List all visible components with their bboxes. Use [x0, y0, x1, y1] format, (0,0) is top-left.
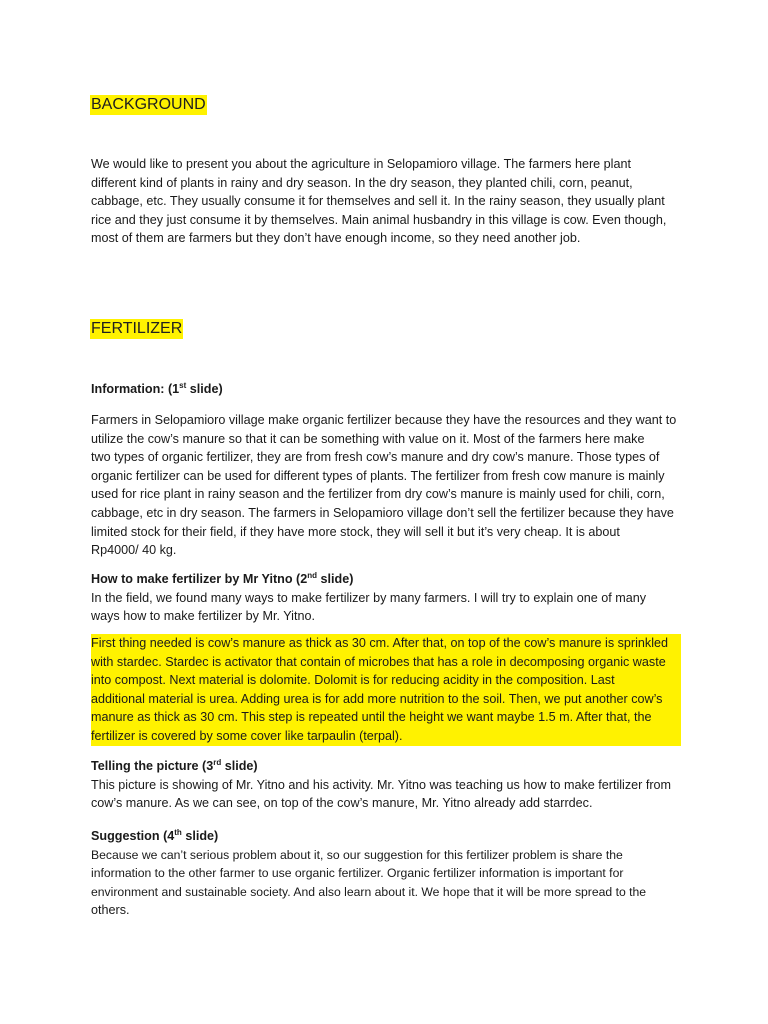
- how-to-section: [91, 570, 681, 626]
- text-line: rice and they just consume it by themselves. Main animal husbandry in this village is cow. Even though,: [91, 212, 667, 227]
- text-line: utilize the cow’s manure so that it can be something with value on it. Most of the farmers here make: [91, 431, 645, 446]
- telling-subheading: Telling the picture (3rd slide): [91, 757, 258, 773]
- highlight-line: fertilizer is covered by some cover like tarpaulin (terpal).: [91, 727, 681, 746]
- telling-section: [91, 757, 681, 813]
- text-line: used for rice plant in rainy season and the fertilizer from dry cow’s manure is mainly used for chili, corn,: [91, 487, 665, 502]
- text-line: We would like to present you about the agriculture in Selopamioro village. The farmers here plant: [91, 157, 631, 171]
- how-to-subheading: How to make fertilizer by Mr Yitno (2nd slide): [91, 570, 354, 586]
- text-line: Farmers in Selopamioro village make organic fertilizer because they have the resources and they want to: [91, 413, 677, 427]
- text-line: information to the other farmer to use organic fertilizer. Organic fertilizer information is important for: [91, 866, 624, 881]
- text-line: cow’s manure. As we can see, on top of the cow’s manure, Mr. Yitno already add starrdec.: [91, 796, 593, 811]
- highlight-line: manure as thick as 30 cm. This step is repeated until the height we want maybe 1.5 m. After that, the: [91, 708, 681, 727]
- text-line: environment and sustainable society. And also learn about it. We hope that it will be more spread to the: [91, 884, 647, 899]
- text-line: ways how to make fertilizer by Mr. Yitno.: [91, 609, 315, 624]
- highlight-line: into compost. Next material is dolomite. Dolomit is for reducing acidity in the composition. Last: [91, 671, 681, 690]
- text-line: Rp4000/ 40 kg.: [91, 543, 177, 558]
- highlighted-steps: [91, 634, 681, 746]
- highlight-line: with stardec. Stardec is activator that contain of microbes that has a role in decomposing organic waste: [91, 653, 681, 672]
- text-line: others.: [91, 903, 130, 918]
- background-heading: BACKGROUND: [91, 96, 206, 113]
- text-line: cabbage, etc. They usually consume it for themselves and sell it. In the rainy season, they usually plant: [91, 194, 665, 209]
- text-line: organic fertilizer can be used for different types of plants. The fertilizer from fresh cow manure is mainly: [91, 468, 665, 483]
- highlight-line: First thing needed is cow’s manure as thick as 30 cm. After that, on top of the cow’s manure is sprinkled: [91, 634, 681, 653]
- text-line: This picture is showing of Mr. Yitno and his activity. Mr. Yitno was teaching us how to make fertilizer from: [91, 777, 672, 792]
- information-paragraph: [91, 411, 681, 560]
- text-line: Because we can’t serious problem about it, so our suggestion for this fertilizer problem is share the: [91, 847, 623, 862]
- text-line: two types of organic fertilizer, they are from fresh cow’s manure and dry cow’s manure. Those types of: [91, 450, 660, 465]
- suggestion-section: [91, 827, 681, 920]
- fertilizer-heading: FERTILIZER: [91, 320, 183, 337]
- text-line: In the field, we found many ways to make fertilizer by many farmers. I will try to explain one of many: [91, 590, 647, 605]
- information-subheading: Information: (1st slide): [91, 380, 223, 396]
- suggestion-subheading: Suggestion (4th slide): [91, 827, 219, 843]
- highlight-line: additional material is urea. Adding urea is for add more nutrition to the soil. Then, we put another cow’s: [91, 690, 681, 709]
- text-line: cabbage, etc in dry season. The farmers in Selopamioro village don’t sell the fertilizer because they have: [91, 505, 674, 520]
- background-paragraph: [91, 155, 681, 248]
- text-line: most of them are farmers but they don’t have enough income, so they need another job.: [91, 231, 581, 246]
- text-line: limited stock for their field, if they have more stock, they will sell it but it’s very cheap. It is about: [91, 524, 620, 539]
- text-line: different kind of plants in rainy and dry season. In the dry season, they planted chili, corn, peanut,: [91, 175, 633, 190]
